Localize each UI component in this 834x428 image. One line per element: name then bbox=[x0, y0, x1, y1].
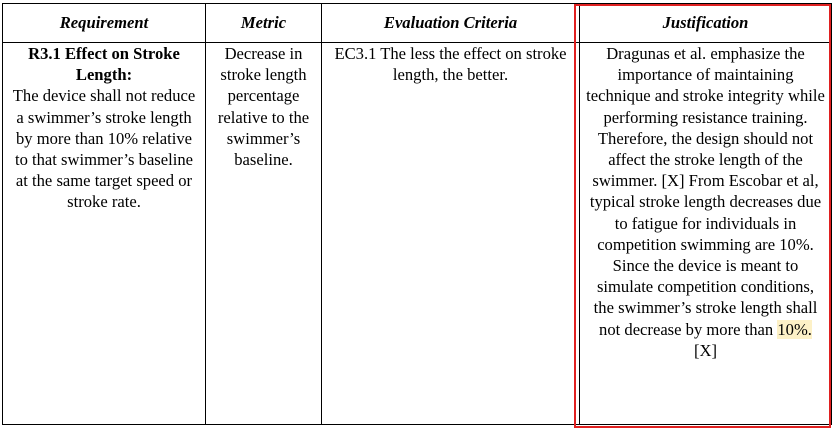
table-row bbox=[3, 43, 832, 425]
metric-text: Decrease in stroke length percentage relative to the swimmer’s baseline. bbox=[217, 44, 310, 170]
table-header-row bbox=[3, 4, 832, 43]
justification-cell bbox=[580, 43, 832, 425]
header-requirement: Requirement bbox=[3, 4, 206, 43]
requirement-cell bbox=[3, 43, 206, 425]
criteria-cell bbox=[322, 43, 580, 425]
justification-text: Dragunas et al. emphasize the importance of maintaining technique and stroke integrity while performing resistance training. Therefore, the design should not affect the stroke length of the swimmer. [X] From Escobar et al, typical stroke length decreases due to fatigue for individuals in competition swimming are 10%. Since the device is meant to simulate competition conditions, the swimmer’s stroke length shall not decrease by more than bbox=[586, 44, 825, 339]
criteria-text: EC3.1 The less the effect on stroke length, the better. bbox=[334, 44, 567, 85]
header-evaluation-criteria: Evaluation Criteria bbox=[322, 4, 580, 43]
requirements-table bbox=[2, 3, 832, 425]
header-justification: Justification bbox=[580, 4, 832, 43]
header-metric: Metric bbox=[206, 4, 322, 43]
highlighted-text: 10%. bbox=[777, 319, 812, 339]
requirement-title: R3.1 Effect on Stroke Length: bbox=[28, 44, 180, 85]
metric-cell bbox=[206, 43, 322, 425]
justification-citation: [X] bbox=[693, 340, 718, 360]
requirement-text: The device shall not reduce a swimmer’s stroke length by more than 10% relative to that swimmer’s baseline at the same target speed or stroke rate. bbox=[12, 86, 196, 212]
